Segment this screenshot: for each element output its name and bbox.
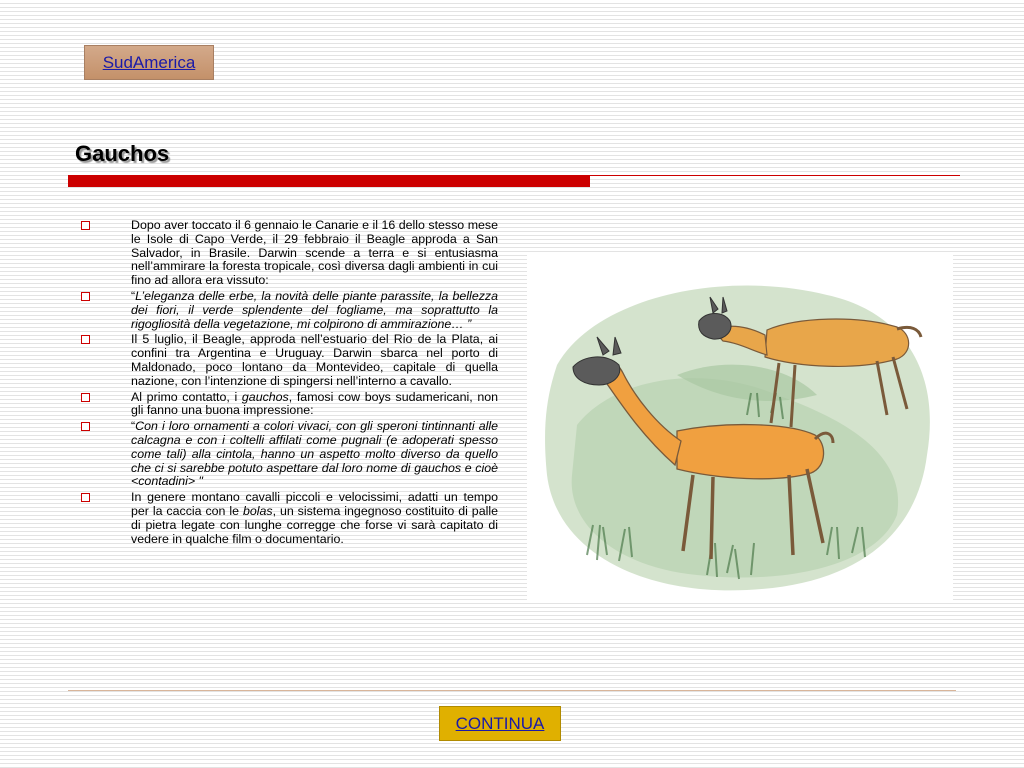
bullet-item [80, 219, 498, 288]
bullet-text: Con i loro ornamenti a colori vivaci, con gli speroni tintinnanti alle calcagna e con i coltelli affilati come pugnali (e adoperati spesso come tali) alla cintola, hanno un aspetto molto diverso da quello che ci si sarebbe potuto aspettare dal loro nome di gauchos e cioè <contadini> " [131, 419, 498, 489]
bullet-marker-icon [81, 493, 90, 502]
bullet-text: Al primo contatto, i [131, 389, 242, 404]
guanaco-illustration [527, 255, 953, 602]
bullet-marker-icon [81, 422, 90, 431]
bullet-marker-icon [81, 335, 90, 344]
bullet-text: , un sistema ingegnoso costituito di palle di pietra legate con lunghe corregge che forse vi sarà capitato di vedere in qualche film o documentario. [131, 503, 498, 546]
bullet-text: “ [131, 288, 136, 303]
bullet-text: bolas [242, 503, 273, 518]
bullet-text: Dopo aver toccato il 6 gennaio le Canarie e il 16 dello stesso mese le Isole di Capo Verde, il 29 febbraio il Beagle approda a San Salvador, in Brasile. Darwin scende a terra e si entusiasma nell’ammirare la foresta tropicale, così diversa dagli ambienti in cui fino ad allora era vissuto: [131, 218, 498, 288]
bullet-marker-icon [81, 292, 90, 301]
bullet-marker-icon [81, 393, 90, 402]
page-title: Gauchos [75, 141, 170, 166]
title-rule-thin [590, 175, 960, 176]
bullet-text: , famosi cow boys sudamericani, non gli fanno una buona impressione: [131, 389, 498, 418]
bullet-text: L’eleganza delle erbe, la novità delle piante parassite, la bellezza dei fiori, il verde splendente del fogliame, ma soprattutto la rigogliosità della vegetazione, mi colpirono di ammirazione… ” [131, 288, 498, 331]
bullet-text: “ [131, 419, 136, 434]
bullet-item [80, 333, 498, 388]
bullet-text: gauchos [241, 389, 289, 404]
bullet-item [80, 391, 498, 419]
sudamerica-link-button[interactable]: SudAmerica [84, 45, 214, 80]
bullet-marker-icon [81, 221, 90, 230]
guanaco-illustration-svg [527, 255, 953, 602]
bullet-text: Il 5 luglio, il Beagle, approda nell’estuario del Rio de la Plata, ai confini tra Argentina e Uruguay. Darwin sbarca nel porto di Maldonado, poco lontano da Montevideo, capitale di quella nazione, con l’intenzione di spingersi nell’interno a cavallo. [131, 332, 498, 388]
bullet-item [80, 290, 498, 331]
continue-button[interactable]: CONTINUA [439, 706, 561, 741]
bullet-item [80, 420, 498, 489]
bottom-rule [68, 690, 956, 691]
title-rule-thick [68, 175, 590, 187]
bullet-list [80, 219, 498, 548]
bullet-text: In genere montano cavalli piccoli e velocissimi, adatti un tempo per la caccia con le [131, 490, 498, 518]
bullet-item [80, 491, 498, 546]
